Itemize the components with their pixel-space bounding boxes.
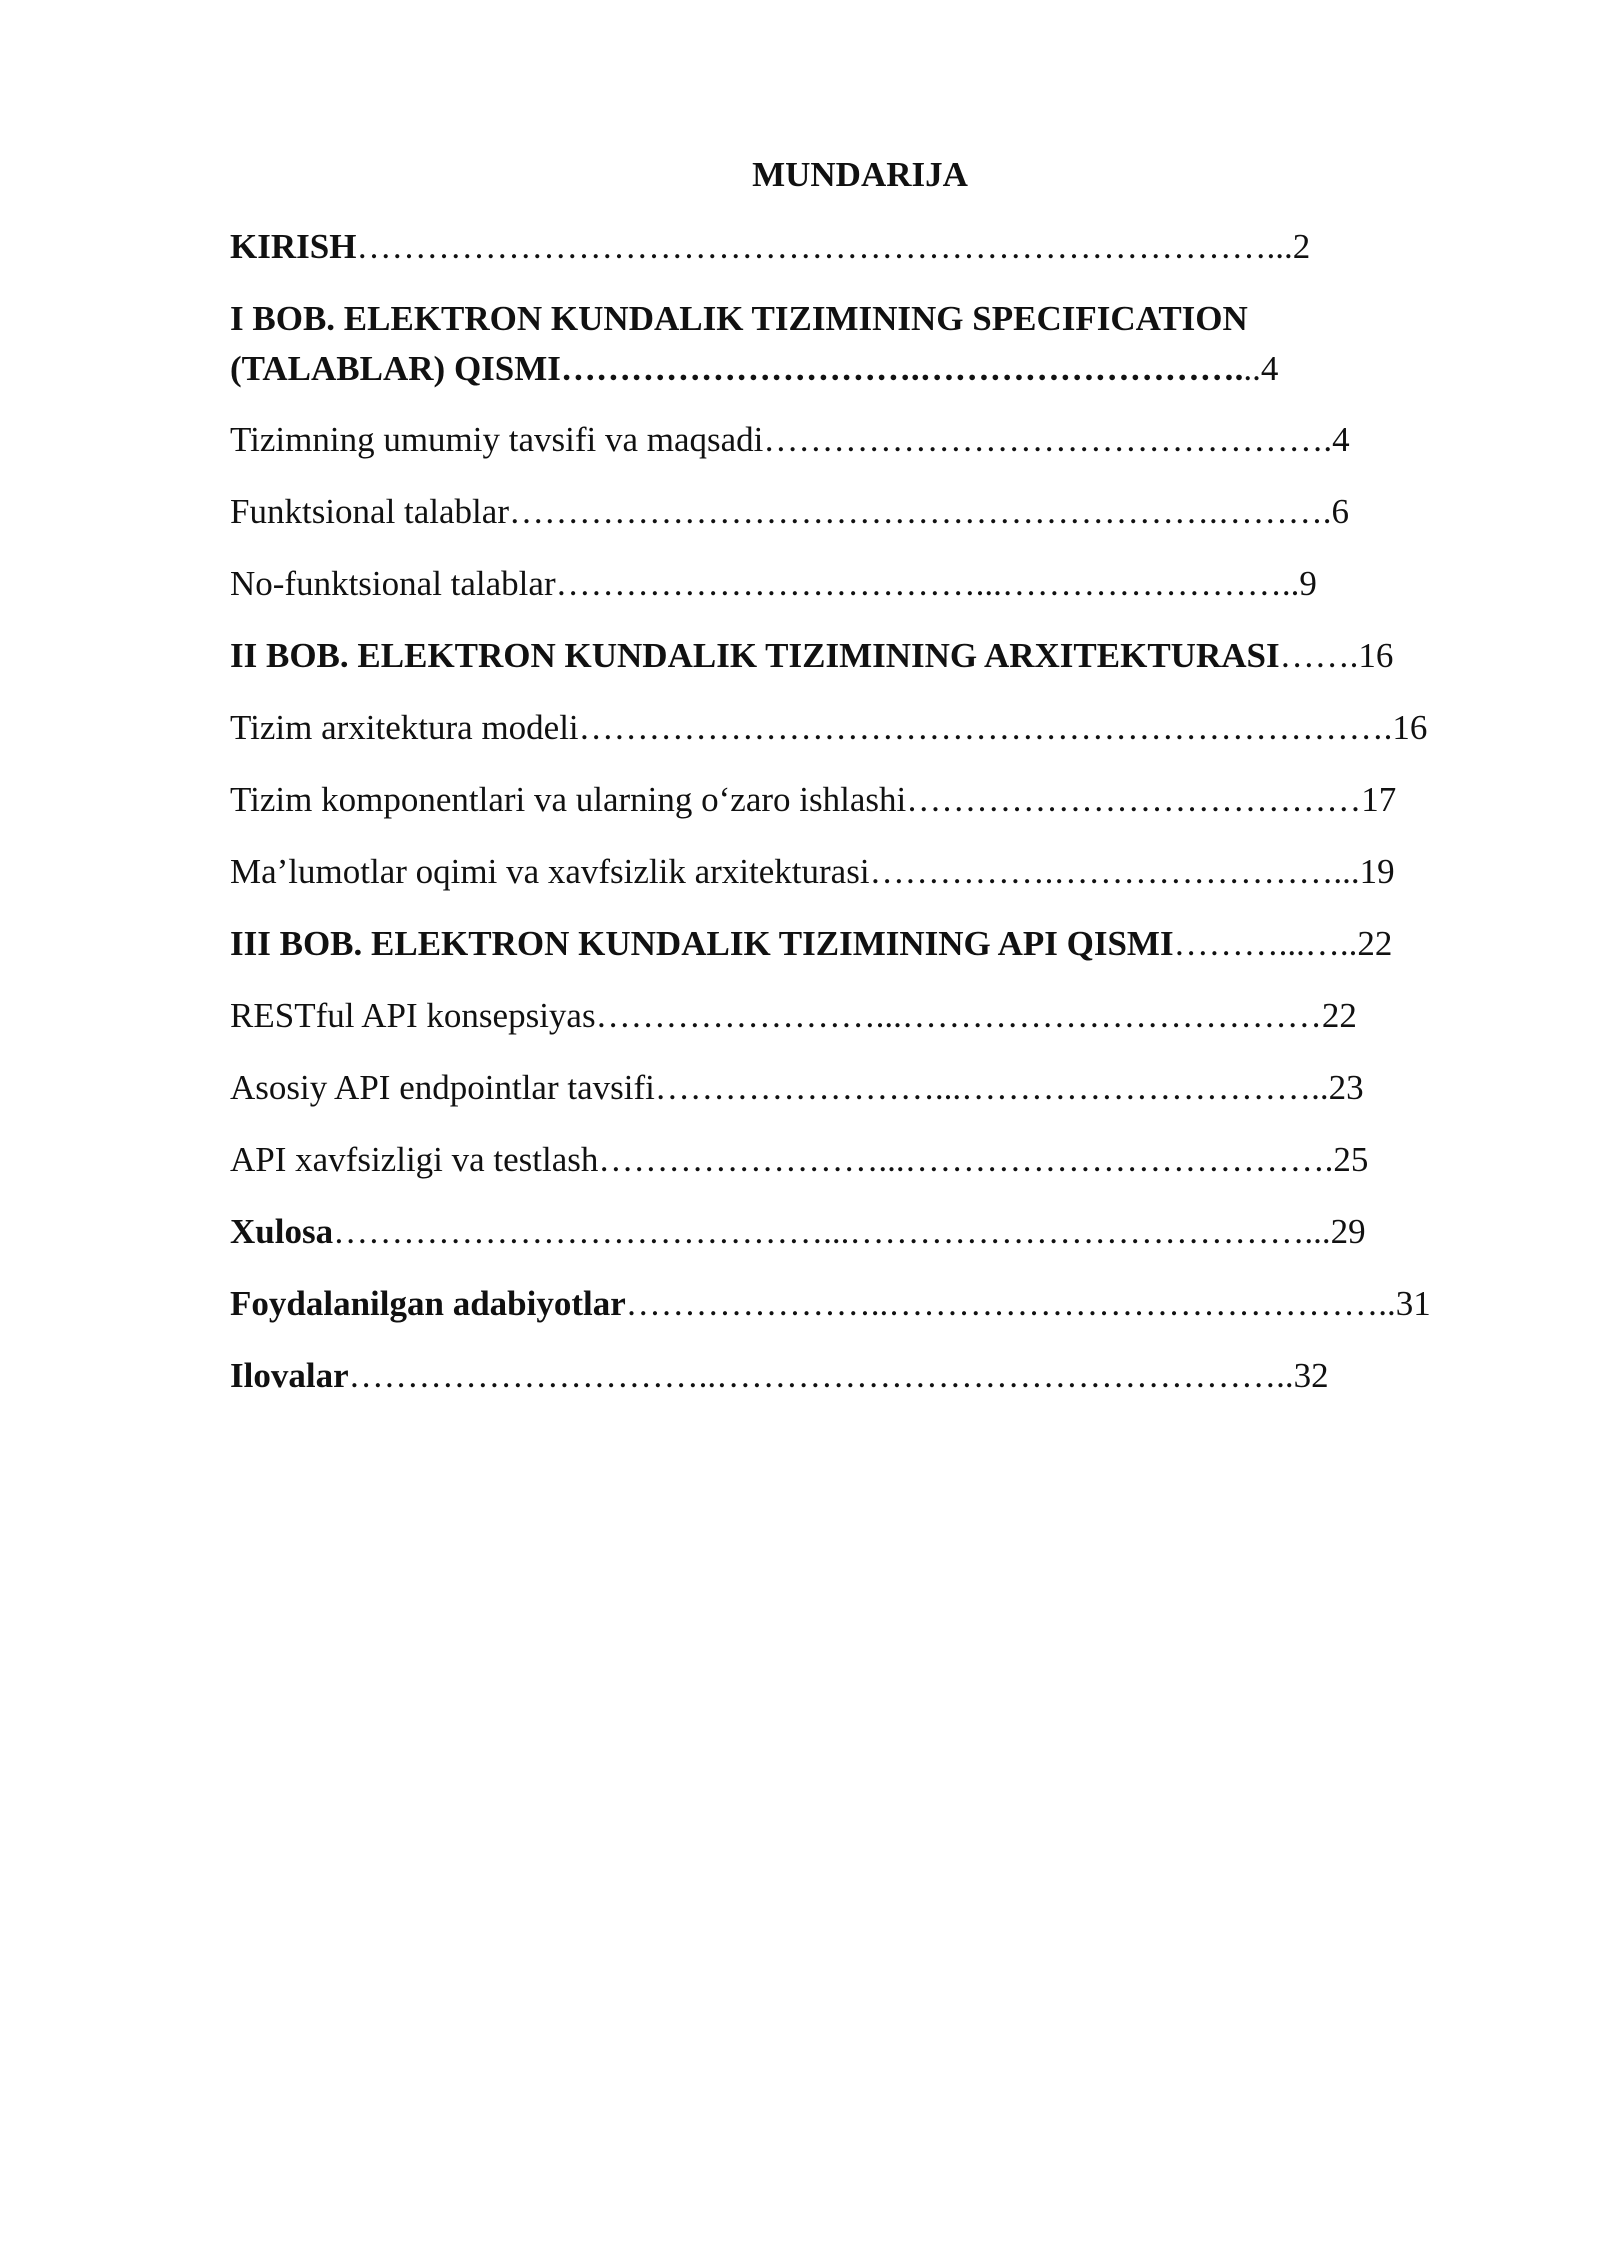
toc-entry-label: Tizimning umumiy tavsifi va maqsadi [230, 420, 764, 459]
toc-page-number: 2 [1292, 227, 1311, 266]
toc-leader-dots: ……………………………………...…………………………………... [333, 1212, 1331, 1251]
toc-entry-label: Asosiy API endpointlar tavsifi [230, 1068, 655, 1107]
toc-leader-dots: ………...….. [1173, 924, 1358, 963]
toc-entry-no-funktsional[interactable] [230, 559, 1317, 609]
toc-entry-chapter-2[interactable] [230, 631, 1393, 681]
toc-entry-restful-api[interactable] [230, 991, 1357, 1041]
toc-entry-api-xavfsizligi[interactable] [230, 1135, 1368, 1185]
toc-page-number: 16 [1358, 636, 1394, 675]
toc-entry-label: Funktsional talablar [230, 492, 509, 531]
toc-leader-dots: …………………………..………………………………………….. [348, 1356, 1294, 1395]
toc-entry-label: RESTful API konsepsiyas [230, 996, 596, 1035]
toc-page-number: 22 [1357, 924, 1393, 963]
toc-entry-chapter-3[interactable] [230, 919, 1392, 969]
toc-entry-adabiyotlar[interactable] [230, 1279, 1431, 1329]
toc-entry-label: No-funktsional talablar [230, 564, 556, 603]
toc-entry-arxitektura-modeli[interactable] [230, 703, 1427, 753]
toc-leader-dots: …………………………………………. [763, 420, 1333, 459]
toc-leader-dots: …………….……………………... [869, 852, 1360, 891]
toc-page-number: 19 [1359, 852, 1395, 891]
toc-entry-kirish[interactable] [230, 222, 1310, 272]
toc-leader-dots: …………………..…………………………………….. [625, 1284, 1396, 1323]
toc-entry-label: III BOB. ELEKTRON KUNDALIK TIZIMINING API QISMI [230, 924, 1174, 963]
toc-page-number: 29 [1330, 1212, 1366, 1251]
toc-entry-umumiy-tavsif[interactable] [230, 415, 1350, 465]
toc-entry-label: Ilovalar [230, 1356, 349, 1395]
toc-page-number: 23 [1328, 1068, 1364, 1107]
toc-title: MUNDARIJA [752, 155, 968, 194]
toc-leader-dots: ……………………...………………………………. [598, 1140, 1334, 1179]
toc-page-number: 22 [1321, 996, 1357, 1035]
toc-leader-dots: …………………………………………………….………. [508, 492, 1332, 531]
toc-entry-label: Xulosa [230, 1212, 334, 1251]
toc-entry-label: Foydalanilgan adabiyotlar [230, 1284, 626, 1323]
toc-entry-funktsional[interactable] [230, 487, 1349, 537]
toc-page-number: 6 [1331, 492, 1349, 531]
toc-entry-label-line1: I BOB. ELEKTRON KUNDALIK TIZIMINING SPECIFICATION [230, 299, 1248, 338]
toc-entry-label: II BOB. ELEKTRON KUNDALIK TIZIMINING ARXITEKTURASI [230, 636, 1280, 675]
toc-leader-dots: ……………………………………………………………………... [356, 227, 1293, 266]
toc-leader-dots: ………………………………… [906, 780, 1362, 819]
toc-entry-chapter-1[interactable] [230, 294, 1278, 394]
toc-entry-malumotlar-oqimi[interactable] [230, 847, 1395, 897]
toc-page-number: 9 [1299, 564, 1317, 603]
toc-leader-trail: .. [1243, 349, 1261, 388]
toc-entry-komponentlar[interactable] [230, 775, 1396, 825]
toc-entry-label-line2: (TALABLAR) QISMI [230, 349, 561, 388]
toc-entry-xulosa[interactable] [230, 1207, 1366, 1257]
toc-page-number: 25 [1333, 1140, 1369, 1179]
toc-entry-label: Ma’lumotlar oqimi va xavfsizlik arxitekturasi [230, 852, 870, 891]
toc-leader-dots: ……………………...……………………………… [595, 996, 1322, 1035]
toc-page-number: 32 [1293, 1356, 1329, 1395]
toc-leader-dots: ………………………………...…………………….. [555, 564, 1300, 603]
toc-leader-dots: ……………………...………………………….. [654, 1068, 1329, 1107]
toc-leader-dots: ……. [1279, 636, 1359, 675]
toc-leader-dots: ………………………….………………………. [560, 349, 1244, 388]
toc-page-number: 17 [1361, 780, 1397, 819]
toc-entry-ilovalar[interactable] [230, 1351, 1329, 1401]
toc-entry-label: Tizim komponentlari va ularning o‘zaro ishlashi [230, 780, 907, 819]
toc-entry-api-endpointlar[interactable] [230, 1063, 1364, 1113]
toc-entry-label: API xavfsizligi va testlash [230, 1140, 599, 1179]
toc-page-number: 31 [1395, 1284, 1431, 1323]
toc-entry-label: KIRISH [230, 227, 357, 266]
toc-page-number: 4 [1260, 349, 1279, 388]
toc-entry-label: Tizim arxitektura modeli [230, 708, 579, 747]
toc-leader-dots: ……………………………………………………………. [578, 708, 1393, 747]
toc-page-number: 16 [1392, 708, 1428, 747]
toc-page-number: 4 [1332, 420, 1350, 459]
